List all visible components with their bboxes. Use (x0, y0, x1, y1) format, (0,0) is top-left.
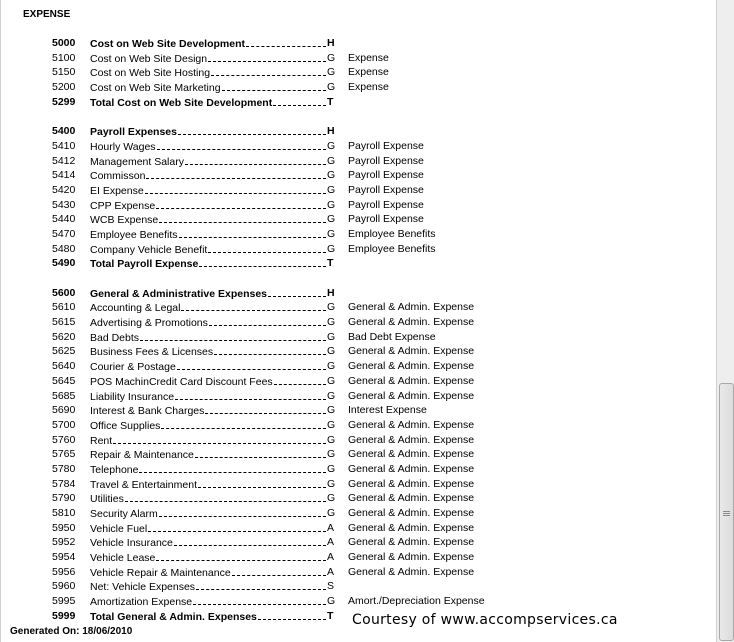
account-row (1, 139, 717, 154)
account-group: Employee Benefits (348, 227, 436, 240)
account-group: Expense (348, 66, 389, 79)
account-row (1, 51, 717, 66)
account-name (90, 419, 326, 432)
account-type: H (327, 37, 335, 49)
row-gap (1, 109, 717, 124)
account-group: General & Admin. Expense (348, 301, 475, 314)
dot-leader (195, 448, 326, 458)
account-row (1, 124, 717, 139)
account-row (1, 300, 717, 315)
account-type: G (327, 169, 336, 182)
account-group: General & Admin. Expense (348, 521, 475, 534)
account-type: G (327, 316, 336, 329)
account-row (1, 506, 717, 521)
account-type: H (327, 286, 335, 299)
account-name (90, 96, 326, 109)
account-type: G (327, 477, 336, 490)
account-code: 5299 (52, 95, 76, 108)
account-group: Interest Expense (348, 404, 427, 417)
account-name-text: Total Cost on Web Site Development (90, 96, 273, 109)
account-name (90, 287, 326, 300)
account-name (90, 66, 326, 79)
account-code: 5790 (52, 492, 76, 505)
account-type: G (327, 154, 336, 167)
account-name (90, 140, 326, 153)
account-code: 5700 (52, 418, 76, 431)
account-code: 5690 (52, 404, 76, 417)
account-code: 5952 (52, 536, 76, 549)
account-name-text: Business Fees & Licenses (90, 346, 214, 359)
account-name-text: Security Alarm (90, 508, 158, 520)
dot-leader (258, 610, 326, 620)
account-row (1, 256, 717, 271)
account-row (1, 550, 717, 565)
dot-leader (146, 169, 326, 179)
account-name (90, 360, 326, 373)
account-type: H (327, 125, 335, 138)
row-gap (1, 271, 717, 286)
account-row (1, 579, 717, 594)
account-type: T (327, 257, 334, 270)
account-name (90, 375, 326, 388)
account-type: A (327, 536, 335, 549)
account-name (90, 463, 326, 476)
account-name (90, 52, 326, 65)
account-name-text: Office Supplies (90, 419, 161, 432)
account-type: G (327, 198, 336, 211)
dot-leader (185, 155, 326, 165)
account-name (90, 536, 326, 549)
account-type: A (327, 565, 335, 578)
account-name-text: Net: Vehicle Expenses (90, 581, 196, 594)
account-row (1, 477, 717, 492)
account-row (1, 95, 717, 110)
dot-leader (113, 434, 326, 444)
account-group: General & Admin. Expense (348, 565, 475, 578)
account-row (1, 359, 717, 374)
account-group: General & Admin. Expense (348, 374, 475, 387)
account-name-text: WCB Expense (90, 214, 159, 227)
dot-leader (268, 287, 326, 297)
account-row (1, 535, 717, 550)
account-group: Payroll Expense (348, 169, 424, 182)
account-name-text: Vehicle Insurance (90, 537, 173, 550)
account-group: Payroll Expense (348, 198, 424, 211)
account-row (1, 403, 717, 418)
account-group: General & Admin. Expense (348, 448, 475, 461)
account-row (1, 447, 717, 462)
dot-leader (273, 96, 326, 106)
dot-leader (199, 257, 326, 267)
account-row (1, 418, 717, 433)
account-name-text: Employee Benefits (90, 228, 178, 241)
account-code: 5100 (52, 51, 76, 64)
account-code: 5995 (52, 595, 76, 608)
account-name (90, 492, 326, 505)
account-name-text: Hourly Wages (90, 140, 156, 153)
account-row (1, 242, 717, 257)
account-code: 5414 (52, 169, 76, 182)
account-name (90, 404, 326, 417)
dot-leader (157, 140, 326, 150)
account-code: 5610 (52, 301, 76, 314)
account-code: 5412 (52, 154, 76, 167)
account-group: Payroll Expense (348, 139, 424, 152)
account-name-text: Management Salary (90, 155, 184, 168)
account-name-text: Advertising & Promotions (90, 317, 208, 330)
account-name-text: Liability Insurance (90, 390, 175, 403)
account-group: General & Admin. Expense (348, 477, 475, 490)
account-code: 5470 (52, 227, 76, 240)
account-type: G (327, 374, 336, 387)
account-type: G (327, 183, 336, 196)
dot-leader (208, 52, 326, 62)
dot-leader (178, 125, 326, 135)
account-name (90, 213, 326, 226)
account-code: 5956 (52, 565, 76, 578)
dot-leader (161, 419, 326, 429)
account-group: General & Admin. Expense (348, 360, 475, 373)
account-name-text: Company Vehicle Benefit (90, 243, 208, 256)
account-type: A (327, 521, 335, 534)
account-code: 5780 (52, 462, 76, 475)
dot-leader (181, 301, 326, 311)
dot-leader (222, 81, 326, 91)
account-name (90, 345, 326, 358)
account-code: 5640 (52, 360, 76, 373)
account-row (1, 491, 717, 506)
account-row (1, 389, 717, 404)
account-name (90, 522, 326, 535)
account-code: 5685 (52, 389, 76, 402)
dot-leader (177, 360, 326, 370)
account-code: 5400 (52, 125, 76, 138)
dot-leader (175, 390, 326, 400)
account-name-text: Cost on Web Site Development (90, 38, 245, 50)
account-code: 5150 (52, 66, 76, 79)
account-type: S (327, 580, 335, 593)
account-type: G (327, 213, 336, 226)
account-group: General & Admin. Expense (348, 345, 475, 358)
account-name-text: General & Administrative Expenses (90, 287, 268, 300)
section-title: EXPENSE (23, 9, 71, 20)
account-name (90, 243, 326, 256)
account-code: 5625 (52, 345, 76, 358)
account-row (1, 594, 717, 609)
account-type: G (327, 66, 336, 79)
account-row (1, 80, 717, 95)
account-type: G (327, 462, 336, 475)
account-code: 5600 (52, 286, 76, 299)
account-code: 5645 (52, 374, 76, 387)
account-type: T (327, 609, 334, 622)
account-group: Expense (348, 81, 389, 94)
account-row (1, 565, 717, 580)
account-type: G (327, 81, 336, 94)
account-row (1, 344, 717, 359)
account-name (90, 478, 326, 491)
dot-leader (274, 375, 326, 385)
account-type: G (327, 227, 336, 240)
dot-leader (159, 507, 326, 517)
account-name (90, 434, 326, 447)
dot-leader (179, 228, 326, 238)
account-code: 5200 (52, 81, 76, 94)
account-name-text: Repair & Maintenance (90, 449, 194, 462)
dot-leader (232, 566, 326, 576)
account-name-text: Utilities (90, 493, 124, 506)
account-group: Payroll Expense (348, 154, 424, 167)
dot-leader (148, 522, 326, 532)
account-code: 5950 (52, 521, 76, 534)
dot-leader (198, 478, 326, 488)
scrollbar-thumb[interactable] (719, 383, 734, 641)
account-name (90, 228, 326, 241)
account-name (90, 448, 326, 461)
account-row (1, 212, 717, 227)
account-name-text: Rent (90, 434, 113, 447)
account-name-text: CPP Expense (90, 199, 156, 212)
account-code: 5410 (52, 139, 76, 152)
account-code: 5960 (52, 580, 76, 593)
account-code: 5765 (52, 448, 76, 461)
account-code: 5480 (52, 242, 76, 255)
account-list (1, 36, 717, 624)
account-row (1, 374, 717, 389)
account-row (1, 183, 717, 198)
account-name (90, 155, 326, 168)
dot-leader (209, 316, 326, 326)
account-name (90, 169, 326, 182)
account-name (90, 257, 326, 270)
dot-leader (125, 492, 326, 502)
account-group: Payroll Expense (348, 213, 424, 226)
scrollbar-grip-icon (723, 511, 730, 517)
account-row (1, 36, 717, 51)
generated-on: Generated On: 18/06/2010 (10, 626, 133, 637)
dot-leader (208, 243, 326, 253)
account-code: 5784 (52, 477, 76, 490)
dot-leader (214, 345, 326, 355)
account-name (90, 184, 326, 197)
account-name-text: Payroll Expenses (90, 126, 177, 139)
account-group: Amort./Depreciation Expense (348, 595, 485, 608)
account-type: G (327, 139, 336, 152)
account-type: G (327, 330, 336, 343)
account-type: G (327, 595, 336, 608)
account-name (90, 199, 326, 212)
dot-leader (246, 37, 326, 47)
dot-leader (156, 551, 326, 561)
account-name (90, 125, 326, 138)
account-name-text: Cost on Web Site Marketing (90, 82, 221, 95)
account-type: G (327, 404, 336, 417)
account-type: T (327, 95, 334, 108)
account-name (90, 390, 326, 403)
account-code: 5000 (52, 37, 76, 49)
account-type: A (327, 551, 335, 564)
account-group: Payroll Expense (348, 183, 424, 196)
account-code: 5620 (52, 330, 76, 343)
account-name (90, 610, 326, 623)
account-code: 5760 (52, 433, 76, 446)
dot-leader (145, 184, 326, 194)
account-name-text: Courier & Postage (90, 361, 176, 374)
dot-leader (193, 595, 326, 605)
account-type: G (327, 389, 336, 402)
courtesy-footer: Courtesy of www.accompservices.ca (352, 612, 618, 628)
account-group: General & Admin. Expense (348, 389, 475, 402)
account-name (90, 566, 326, 579)
account-code: 5430 (52, 198, 76, 211)
account-row (1, 315, 717, 330)
dot-leader (211, 66, 326, 76)
account-name (90, 551, 326, 564)
account-name (90, 595, 326, 608)
dot-leader (156, 199, 326, 209)
account-group: Expense (348, 51, 389, 64)
account-group: General & Admin. Expense (348, 492, 475, 505)
account-name-text: Travel & Entertainment (90, 478, 197, 491)
account-type: G (327, 507, 336, 519)
account-name-text: Bad Debts (90, 331, 140, 344)
account-code: 5440 (52, 213, 76, 226)
account-group: Bad Debt Expense (348, 330, 436, 343)
account-name (90, 331, 326, 344)
account-name-text: Accounting & Legal (90, 302, 181, 315)
account-name-text: Commisson (90, 170, 146, 183)
account-group: General & Admin. Expense (348, 433, 475, 446)
account-row (1, 65, 717, 80)
account-type: G (327, 242, 336, 255)
account-row (1, 168, 717, 183)
account-group: General & Admin. Expense (348, 551, 475, 564)
account-name-text: Amortization Expense (90, 596, 193, 609)
account-name (90, 507, 326, 520)
account-type: G (327, 418, 336, 431)
account-type: G (327, 301, 336, 314)
account-name-text: Vehicle Fuel (90, 522, 148, 535)
account-name-text: POS MachinCredit Card Discount Fees (90, 375, 273, 388)
account-code: 5999 (52, 609, 76, 622)
account-row (1, 433, 717, 448)
account-code: 5420 (52, 183, 76, 196)
account-type: G (327, 360, 336, 373)
account-name (90, 301, 326, 314)
account-row (1, 286, 717, 301)
account-name (90, 37, 326, 50)
account-code: 5954 (52, 551, 76, 564)
account-code: 5490 (52, 257, 76, 270)
account-row (1, 198, 717, 213)
vertical-scrollbar[interactable] (716, 0, 734, 642)
account-name-text: Cost on Web Site Design (90, 52, 208, 65)
account-name-text: Vehicle Repair & Maintenance (90, 566, 231, 579)
account-name (90, 81, 326, 94)
dot-leader (139, 463, 326, 473)
account-code: 5810 (52, 507, 76, 519)
account-name (90, 580, 326, 593)
account-type: G (327, 433, 336, 446)
account-row (1, 521, 717, 536)
account-name-text: Vehicle Lease (90, 552, 156, 565)
account-type: G (327, 448, 336, 461)
account-name-text: Cost on Web Site Hosting (90, 67, 211, 80)
account-code: 5615 (52, 316, 76, 329)
account-name (90, 316, 326, 329)
account-group: General & Admin. Expense (348, 418, 475, 431)
dot-leader (205, 404, 326, 414)
dot-leader (196, 580, 326, 590)
account-group: General & Admin. Expense (348, 507, 475, 519)
account-row (1, 227, 717, 242)
account-row (1, 330, 717, 345)
account-name-text: Telephone (90, 463, 139, 476)
account-type: G (327, 345, 336, 358)
account-row (1, 462, 717, 477)
account-group: General & Admin. Expense (348, 536, 475, 549)
account-row (1, 154, 717, 169)
dot-leader (159, 213, 326, 223)
account-name-text: Total General & Admin. Expenses (90, 610, 257, 623)
account-type: G (327, 492, 336, 505)
account-group: General & Admin. Expense (348, 462, 475, 475)
account-group: Employee Benefits (348, 242, 436, 255)
account-group: General & Admin. Expense (348, 316, 475, 329)
dot-leader (174, 536, 326, 546)
account-name-text: EI Expense (90, 184, 144, 197)
account-name-text: Interest & Bank Charges (90, 405, 205, 418)
account-name-text: Total Payroll Expense (90, 258, 199, 271)
dot-leader (140, 331, 326, 341)
account-type: G (327, 51, 336, 64)
